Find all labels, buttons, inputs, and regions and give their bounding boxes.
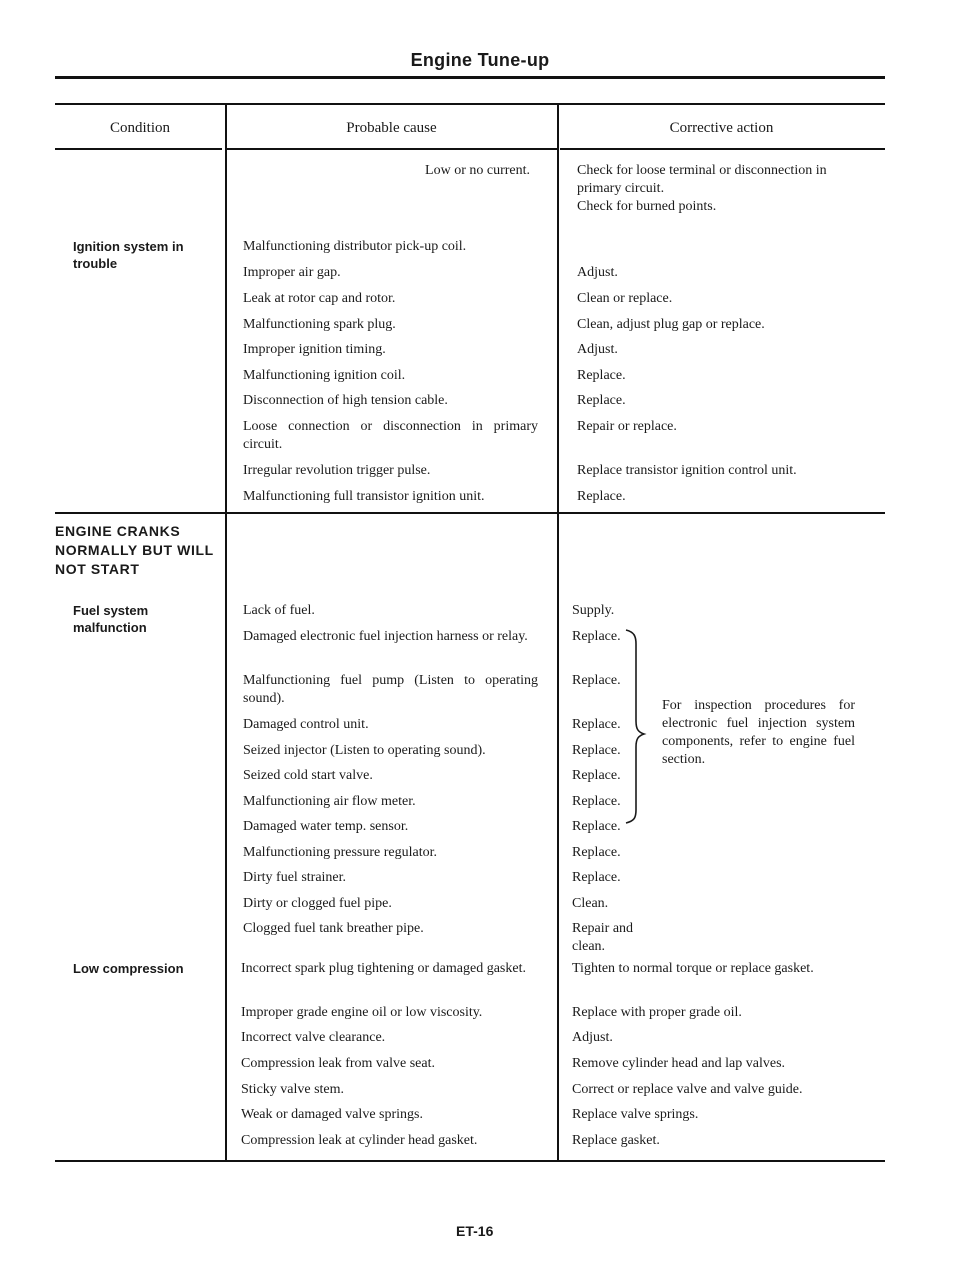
list-item: Irregular revolution trigger pulse. <box>243 463 431 478</box>
page-number: ET-16 <box>456 1223 494 1239</box>
list-item: Dirty fuel strainer. <box>243 870 347 885</box>
list-item: Seized cold start valve. <box>243 768 373 783</box>
list-item: Replace transistor ignition control unit. <box>577 463 797 478</box>
list-item: Replace. <box>577 368 626 383</box>
list-item: Improper grade engine oil or low viscosity. <box>241 1005 483 1020</box>
header-underline-condition <box>55 148 222 150</box>
action-check-primary-circuit: Check for loose terminal or disconnection in primary circuit. Check for burned points. <box>577 163 827 214</box>
list-item: Replace. <box>577 489 626 504</box>
list-item: Replace. <box>572 794 621 809</box>
list-item: Damaged water temp. sensor. <box>243 819 409 834</box>
list-item: Replace. <box>572 717 621 732</box>
fuel-injection-note: For inspection procedures for electronic fuel injection system components, refer to engine fuel section. <box>662 698 855 767</box>
list-item: Improper ignition timing. <box>243 342 386 357</box>
list-item: Adjust. <box>577 342 618 357</box>
list-item: Correct or replace valve and valve guide. <box>572 1082 803 1097</box>
list-item: Malfunctioning distributor pick-up coil. <box>243 239 467 254</box>
list-item: Dirty or clogged fuel pipe. <box>243 896 392 911</box>
table-bottom-rule <box>55 1160 885 1162</box>
header-rule <box>55 76 885 79</box>
list-item: Malfunctioning full transistor ignition unit. <box>243 489 485 504</box>
list-item: Replace. <box>572 768 621 783</box>
list-item: Adjust. <box>572 1030 613 1045</box>
list-item: Compression leak at cylinder head gasket. <box>241 1133 478 1148</box>
list-item: Malfunctioning spark plug. <box>243 317 396 332</box>
list-item: Leak at rotor cap and rotor. <box>243 291 396 306</box>
list-item: Improper air gap. <box>243 265 341 280</box>
list-item: Replace. <box>572 743 621 758</box>
list-item: Replace. <box>572 845 621 860</box>
condition-engine-cranks: ENGINE CRANKS NORMALLY BUT WILL NOT START <box>55 523 214 577</box>
cause-low-current: Low or no current. <box>425 163 530 178</box>
list-item: Clogged fuel tank breather pipe. <box>243 921 424 936</box>
list-item: Adjust. <box>577 265 618 280</box>
list-item: Disconnection of high tension cable. <box>243 393 448 408</box>
list-item: Repair and clean. <box>572 921 634 954</box>
list-item: Replace. <box>572 870 621 885</box>
list-item: Lack of fuel. <box>243 603 315 618</box>
list-item: Damaged electronic fuel injection harness or relay. <box>243 629 528 644</box>
header-underline-action <box>560 148 885 150</box>
list-item: Incorrect spark plug tightening or damaged gasket. <box>241 961 526 976</box>
list-item: Replace with proper grade oil. <box>572 1005 742 1020</box>
list-item: Replace. <box>572 673 621 688</box>
list-item: Repair or replace. <box>577 419 677 434</box>
list-item: Replace. <box>577 393 626 408</box>
column-header-probable-cause: Probable cause <box>346 120 437 136</box>
column-header-condition: Condition <box>109 120 170 136</box>
list-item: Malfunctioning pressure regulator. <box>243 845 438 860</box>
page-title: Engine Tune-up <box>410 50 550 70</box>
list-item: Malfunctioning air flow meter. <box>243 794 416 809</box>
list-item: Replace. <box>572 819 621 834</box>
list-item: Incorrect valve clearance. <box>241 1030 386 1045</box>
list-item: Seized injector (Listen to operating sound). <box>243 743 486 758</box>
list-item: Remove cylinder head and lap valves. <box>572 1056 786 1071</box>
column-divider-1 <box>225 104 227 1161</box>
column-header-corrective-action: Corrective action <box>669 120 774 136</box>
ignition-section-divider <box>55 512 885 514</box>
list-item: Malfunctioning ignition coil. <box>243 368 406 383</box>
list-item: Malfunctioning fuel pump (Listen to operating sound). <box>243 673 538 706</box>
list-item: Compression leak from valve seat. <box>241 1056 436 1071</box>
list-item: Replace gasket. <box>572 1133 660 1148</box>
condition-low-compression: Low compression <box>73 961 184 976</box>
column-divider-2 <box>557 104 559 1161</box>
list-item: Damaged control unit. <box>243 717 369 732</box>
list-item: Weak or damaged valve springs. <box>241 1107 423 1122</box>
condition-fuel-system: Fuel system malfunction <box>73 603 149 635</box>
list-item: Replace. <box>572 629 621 644</box>
list-item: Clean, adjust plug gap or replace. <box>577 317 765 332</box>
table-top-rule <box>55 103 885 105</box>
list-item: Replace valve springs. <box>572 1107 699 1122</box>
header-underline-cause <box>227 148 557 150</box>
condition-ignition-system: Ignition system in trouble <box>73 239 184 271</box>
list-item: Supply. <box>572 603 615 618</box>
list-item: Sticky valve stem. <box>241 1082 345 1097</box>
list-item: Loose connection or disconnection in primary circuit. <box>243 419 538 452</box>
list-item: Tighten to normal torque or replace gasket. <box>572 961 814 976</box>
list-item: Clean. <box>572 896 609 911</box>
brace-icon <box>624 626 648 826</box>
list-item: Clean or replace. <box>577 291 673 306</box>
